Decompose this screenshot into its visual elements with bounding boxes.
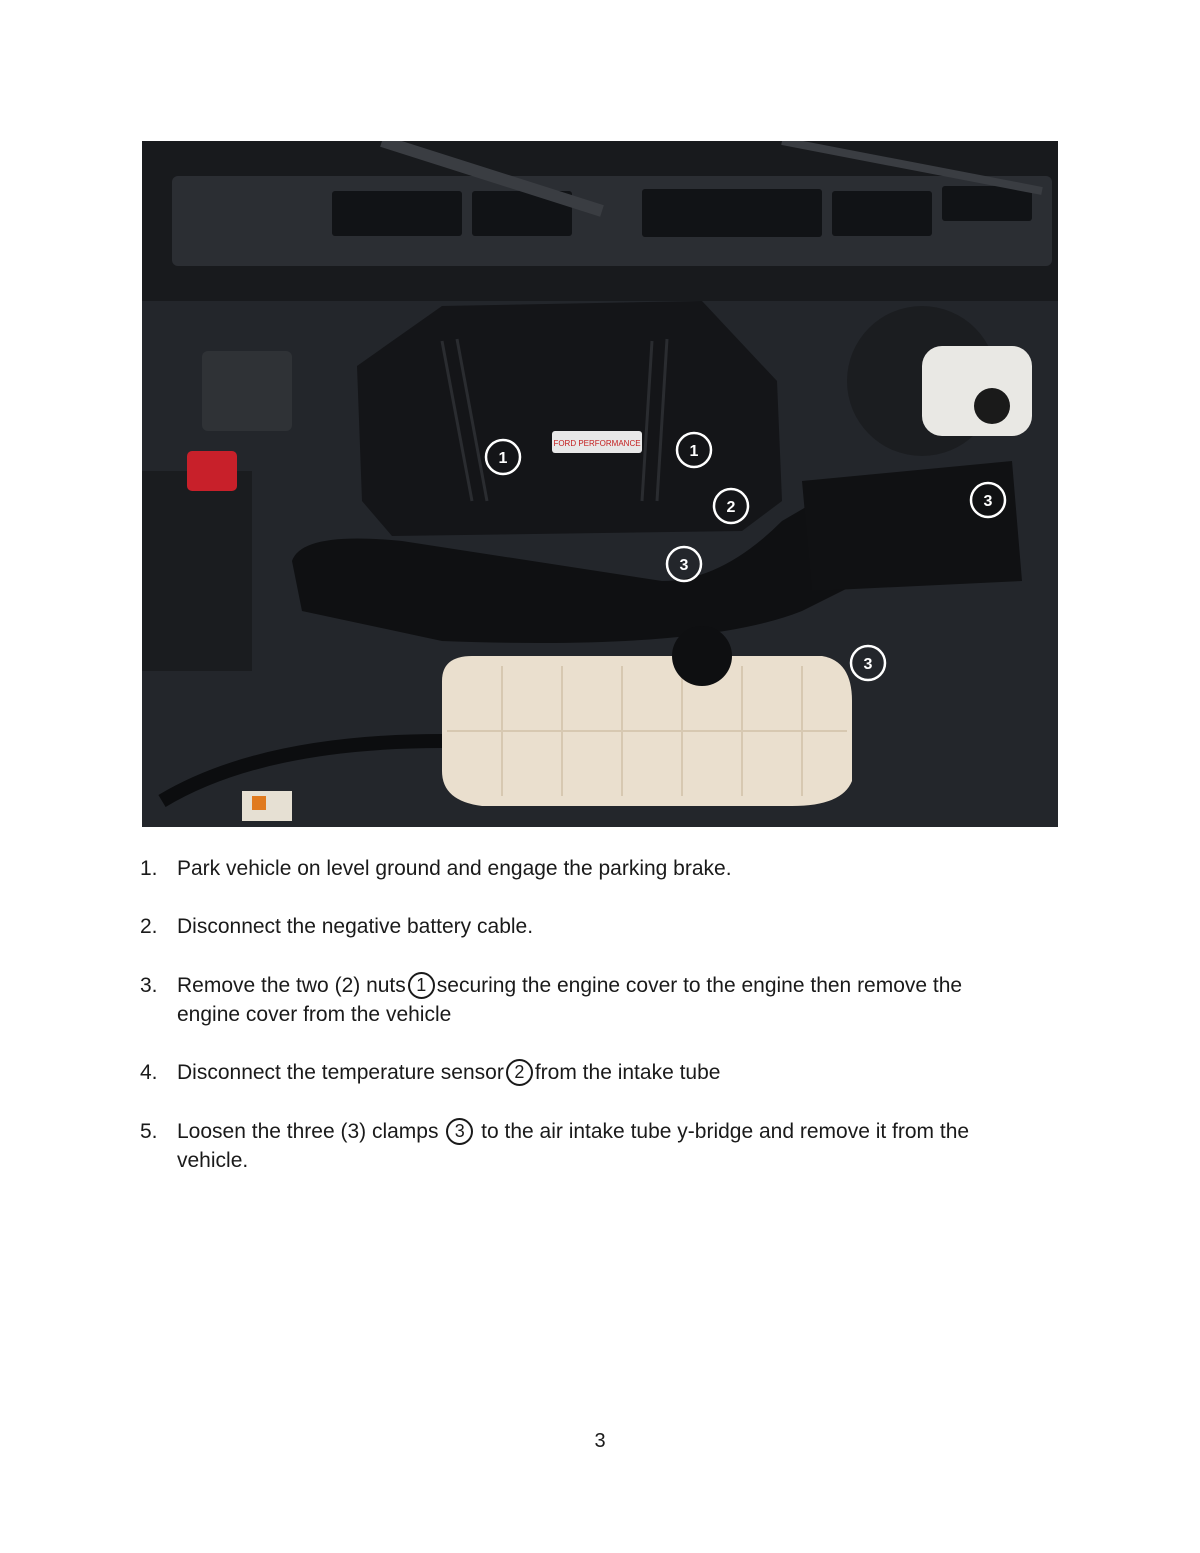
step-5 (140, 1117, 1040, 1175)
step-1 (140, 854, 1040, 883)
step-text-before: Remove the two (2) nuts (177, 974, 406, 997)
reservoir-cap (974, 388, 1010, 424)
svg-text:2: 2 (726, 499, 736, 516)
step-text-before: Loosen the three (3) clamps (177, 1120, 445, 1143)
step-text-before: Disconnect the temperature sensor (177, 1061, 504, 1084)
engine-bay-illustration (142, 141, 1058, 827)
step-text: Disconnect the negative battery cable. (177, 915, 534, 938)
step-3 (140, 971, 1040, 1029)
brake-fluid-reservoir (922, 346, 1032, 436)
step-text-line2: engine cover from the vehicle (177, 1003, 452, 1026)
page-number: 3 (594, 1430, 606, 1452)
badge-text: FORD PERFORMANCE (553, 439, 641, 448)
fuse-box (202, 351, 292, 431)
step-number: 4. (140, 1061, 158, 1084)
step-number: 1. (140, 857, 158, 880)
svg-text:3: 3 (679, 557, 689, 574)
coolant-cap (672, 626, 732, 686)
step-number: 5. (140, 1120, 158, 1143)
battery-box (142, 471, 252, 671)
step-number: 3. (140, 974, 158, 997)
callout-1-marker: 1 (408, 972, 435, 999)
callout-2-marker: 2 (506, 1059, 533, 1086)
svg-text:1: 1 (689, 443, 699, 460)
svg-text:3: 3 (863, 656, 873, 673)
engine-bay-photo (142, 141, 1058, 827)
step-text-after: to the air intake tube y-bridge and remove it from the (475, 1120, 970, 1143)
step-text-after: securing the engine cover to the engine then remove the (436, 974, 963, 997)
step-text: Park vehicle on level ground and engage the parking brake. (177, 857, 732, 880)
warning-label (242, 791, 292, 821)
engine-cover (357, 301, 782, 536)
instruction-steps (140, 852, 1040, 1175)
step-text-line2: vehicle. (177, 1149, 249, 1172)
step-text-after: from the intake tube (534, 1061, 721, 1084)
cowl-vent-slots (332, 186, 1032, 237)
step-4 (140, 1058, 1040, 1087)
svg-text:3: 3 (983, 493, 993, 510)
intake-boot (802, 461, 1022, 591)
svg-text:1: 1 (498, 450, 508, 467)
step-2 (140, 912, 1040, 941)
battery-terminal-cover (187, 451, 237, 491)
step-number: 2. (140, 915, 158, 938)
callout-3-marker: 3 (446, 1118, 473, 1145)
warning-icon-orange (252, 796, 266, 810)
